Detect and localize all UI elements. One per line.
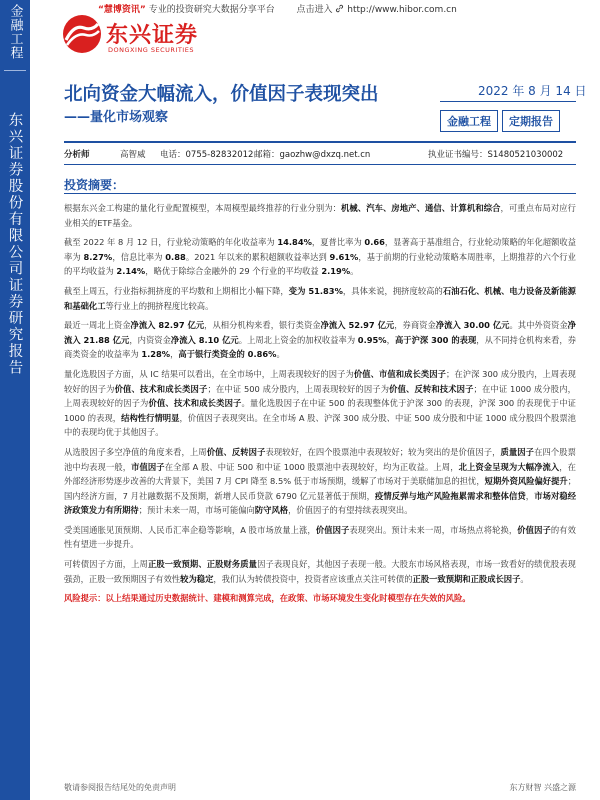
summary-heading: 投资摘要： xyxy=(64,178,125,192)
sidebar xyxy=(0,0,30,800)
page-footer xyxy=(64,782,576,793)
logo-mark-icon xyxy=(62,14,102,54)
report-subtitle: ——量化市场观察 xyxy=(64,110,169,125)
sidebar-category-label: 金融工程 xyxy=(7,4,23,60)
sidebar-company xyxy=(0,112,30,376)
analyst-phone: 电话：0755-82832012 xyxy=(160,150,254,160)
sidebar-category xyxy=(0,0,30,64)
summary-paragraph: 截至 2022 年 8 月 12 日，行业轮动策略的年化收益率为 14.84%，夏普比率为 0.66，显著高于基准组合，行业轮动策略的年化超额收益率为 8.27%，信息比率为 0.88。2021 年以来的累积超额收益率达到 9.61%，基于前期的行业轮动策略本周胜率，上期推荐的六个行业的平均收益为 2.14%，略优于除综合金融外的 29 个行业的平均收益 2.19%。 xyxy=(64,237,576,277)
link-icon xyxy=(335,5,347,15)
footer-disclaimer: 敬请参阅报告结尾处的免责声明 xyxy=(64,783,176,792)
report-title: 北向资金大幅流入，价值因子表现突出 xyxy=(64,84,379,105)
summary-paragraph: 截至上周五，行业指标拥挤度的平均数和上期相比小幅下降，变为 51.83%，具体来说，拥挤度较高的石油石化、机械、电力设备及新能源和基础化工等行业上的拥挤程度比较高。 xyxy=(64,285,576,311)
summary-body xyxy=(64,201,576,611)
summary-paragraph: 从选股因子多空净值的角度来看，上周价值、反转因子表现较好，在四个股票池中表现较好；较为突出的是价值因子，质量因子在四个股票池中均表现一般，市值因子在全部 A 股、中证 500 和中证 1000 股票池中表现较好，均为正收益。上周，北上资金呈现为大幅净流入，在外部经济形势逐步改善的大背景下，美国 7 月 CPI 降至 8.5% 低于市场预期，缓解了市场对于美联储加息的担忧，短期外资风险偏好提升；国内经济方面，7 月社融数据不及预期，新增人民币贷款 6790 亿元显著低于预期，疫情反弹与地产风险拖累需求和整体信贷，市场对稳经济政策发力有所期待；预计未来一周，市场可能偏向防守风格，价值因子的有望持续表现突出。 xyxy=(64,446,576,516)
logo-name-cn: 东兴证券 xyxy=(106,23,199,48)
report-tags xyxy=(440,110,560,132)
sidebar-divider xyxy=(4,70,26,71)
report-date: 2022 年 8 月 14 日 xyxy=(478,84,587,98)
banner-tagline: 专业的投资研究大数据分享平台 xyxy=(148,5,275,15)
summary-paragraph: 受美国通胀见顶预期、人民币汇率企稳等影响，A 股市场放量上涨，价值因子表现突出。预计未来一周，市场热点将轮换，价值因子的有效性有望进一步提升。 xyxy=(64,524,576,550)
banner-brand: “慧博资讯” xyxy=(98,5,146,15)
analyst-name: 高智威 xyxy=(120,150,146,160)
summary-divider xyxy=(64,193,576,194)
company-logo xyxy=(62,14,232,58)
logo-name-en: DONGXING SECURITIES xyxy=(108,46,194,54)
tag-report-type: 定期报告 xyxy=(502,110,560,132)
tag-category: 金融工程 xyxy=(440,110,498,132)
banner-url[interactable]: http://www.hibor.com.cn xyxy=(347,5,457,15)
risk-warning: 风险提示：以上结果通过历史数据统计、建模和测算完成，在政策、市场环境发生变化时模型存在失效的风险。 xyxy=(64,593,471,604)
analyst-cert: 执业证书编号：S1480521030002 xyxy=(428,150,564,160)
summary-paragraph: 最近一周北上资金净流入 82.97 亿元，从相分机构来看，银行类资金净流入 52.97 亿元，券商资金净流入 30.00 亿元。其中外资资金净流入 21.88 亿元，内资资金净流入 8.10 亿元。上周北上资金的加权收益率为 0.95%，高于沪深 300 的表现，从不同持仓机构来看，券商类资金的收益率为 1.28%，高于银行类资金的 0.86%。 xyxy=(64,320,577,360)
header-divider xyxy=(64,141,576,143)
sidebar-company-label: 东兴证券股份有限公司证券研究报告 xyxy=(6,112,23,376)
date-divider xyxy=(440,101,576,102)
summary-paragraph: 量化选股因子方面，从 IC 结果可以看出，在全市场中，上周表现较好的因子为价值、市值和成长类因子；在沪深 300 成分股内，上周表现较好的因子为价值、技术和成长类因子；在中证 500 成分股内，上周表现较好的因子为价值、反转和技术因子；在中证 1000 成分股内，上周表现较好的因子为价值、技术和成长类因子。量化选股因子在中证 500 的表现整体优于沪深 300 的表现，沪深 300 的表现优于中证 1000 的表现，结构性行情明显，价值因子表现突出。在全市场 A 股、沪深 300 成分股、中证 500 成分股和中证 1000 成分股四个股票池中的表现均优于其他因子。 xyxy=(64,368,576,438)
footer-slogan: 东方财智 兴盛之源 xyxy=(509,783,576,792)
banner-cta[interactable]: 点击进入 xyxy=(296,5,333,15)
summary-paragraph: 根据东兴金工构建的量化行业配置模型，本周模型最终推荐的行业分别为：机械、汽车、房地产、通信、计算机和综合，可重点布局对应行业相关的ETF基金。 xyxy=(64,203,576,228)
analyst-divider xyxy=(64,164,576,165)
summary-paragraph: 可转债因子方面，上周正股一致预期、正股财务质量因子表现良好，其他因子表现一般。大股东市场风格表现，市场一致看好的绩优股表现强劲，正股一致预期因子有效性较为稳定，我们认为转债投资中，投资者应该重点关注可转债的正股一致预期和正股成长因子。 xyxy=(64,559,576,584)
analyst-email: 邮箱：gaozhw@dxzq.net.cn xyxy=(254,150,371,160)
analyst-label: 分析师 xyxy=(64,150,90,160)
